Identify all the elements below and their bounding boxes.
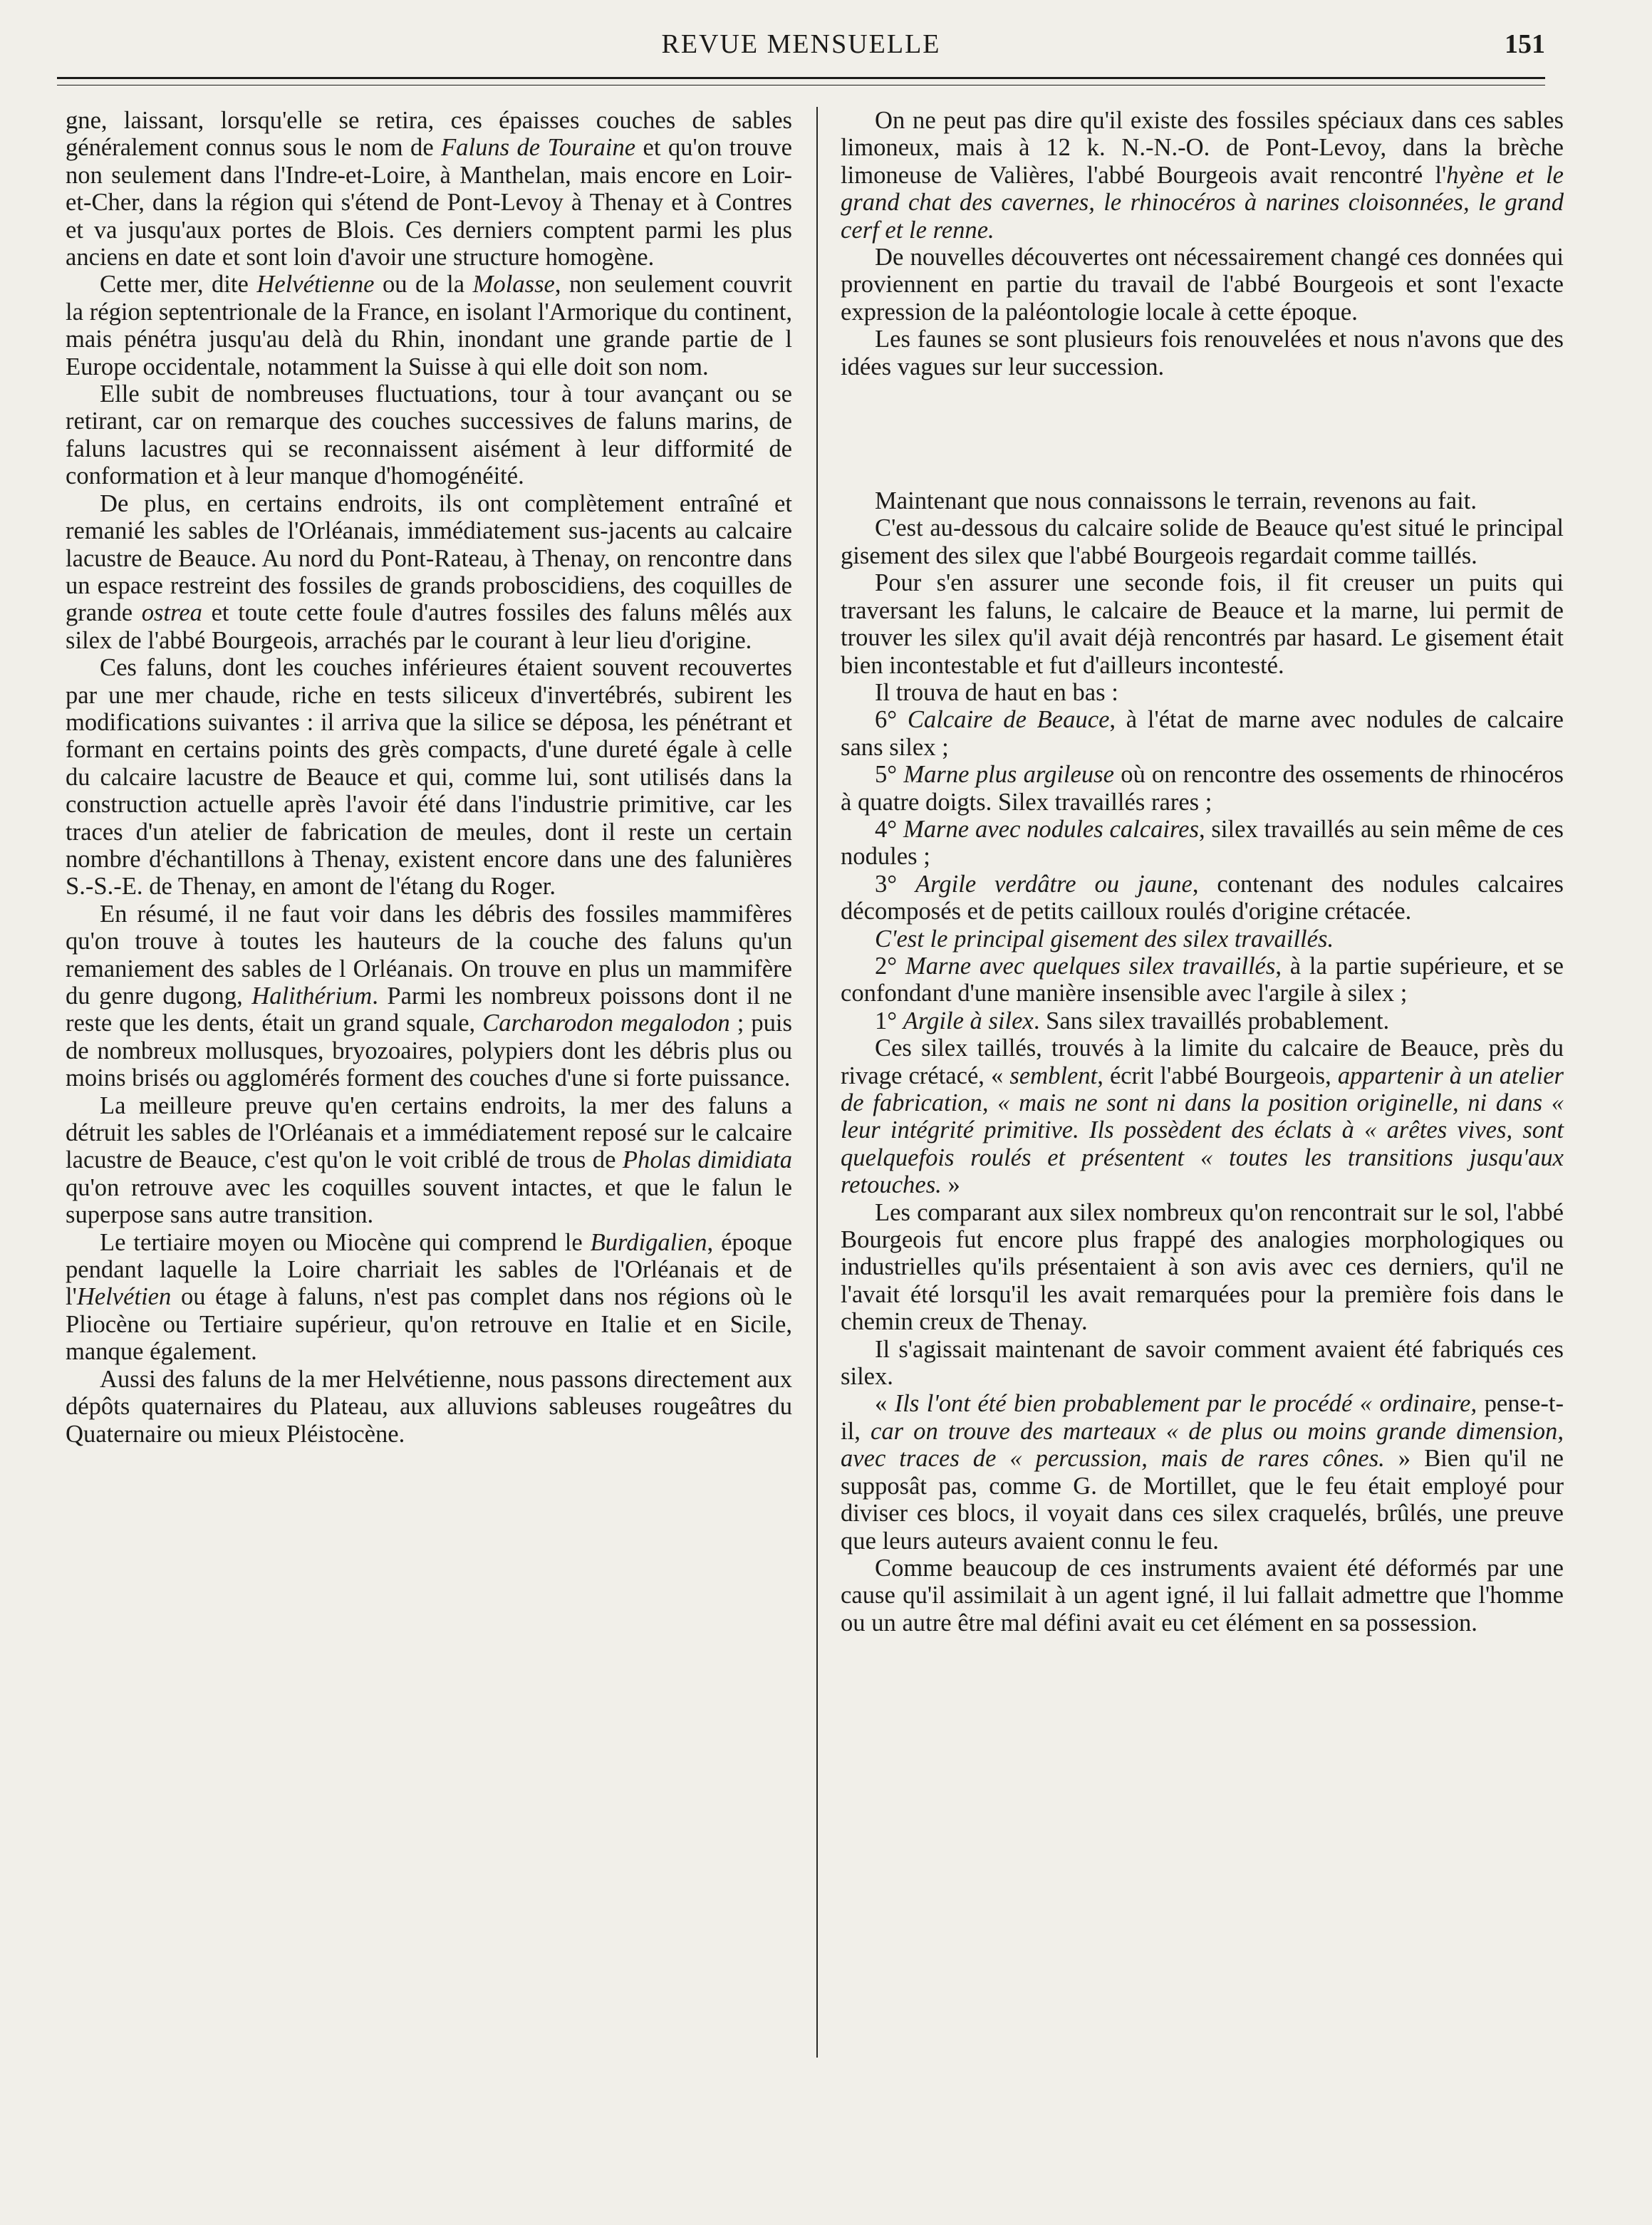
paragraph xyxy=(841,1336,1564,1391)
paragraph-text: où on rencontre des ossements de rhinocéros à quatre doigts. Silex travaillés rares ; xyxy=(841,761,1564,816)
paragraph-text: et toute cette foule d'autres fossiles des faluns mêlés aux silex de l'abbé Bourgeois, arrachés par le courant à leur lieu d'origine. xyxy=(66,599,792,654)
paragraph xyxy=(841,706,1564,761)
paragraph-text: ; puis de nombreux mollusques, bryozoaires, polypiers dont les débris plus ou moins brisés ou agglomérés forment des couches d'une si forte puissance. xyxy=(66,1010,792,1092)
paragraph xyxy=(841,326,1564,380)
paragraph-text: ou de la xyxy=(374,271,473,299)
paragraph-text: , écrit l'abbé Bourgeois, xyxy=(1097,1062,1338,1089)
paragraph-text: » xyxy=(941,1171,960,1199)
italic-text: Helvétien xyxy=(76,1283,172,1311)
paragraph xyxy=(66,1229,792,1366)
paragraph-text: En résumé, il ne faut voir dans les débris des fossiles mammifères qu'on trouve à toutes les hauteurs de la couche des faluns qu'un remaniement des sables de l Orléanais. On trouve en plus un mammifère du genre dugong, xyxy=(66,900,792,1010)
paragraph-text: Elle subit de nombreuses fluctuations, tour à tour avançant ou se retirant, car on remarque des couches successives de faluns marins, de faluns lacustres qui se reconnaissent aisément à leur difformité de conformation et à leur manque d'homogénéité. xyxy=(66,380,792,490)
paragraph xyxy=(841,107,1564,244)
italic-text: car on trouve des marteaux « de plus ou moins grande dimension, avec traces de « percussion, mais de rares cônes. xyxy=(841,1417,1564,1473)
paragraph-text: » Bien qu'il ne supposât pas, comme G. de Mortillet, que le feu était employé pour diviser ces blocs, il voyait dans ces silex craquelés, brûlés, une preuve que leurs auteurs avaient connu le feu. xyxy=(841,1445,1564,1555)
italic-text: Ils l'ont été bien probablement par le procédé « ordinaire, xyxy=(894,1390,1477,1418)
paragraph-text: Maintenant que nous connaissons le terrain, revenons au fait. xyxy=(875,487,1477,515)
column-divider xyxy=(816,107,818,2058)
left-column xyxy=(66,107,792,1448)
paragraph-text: Le tertiaire moyen ou Miocène qui comprend le xyxy=(100,1228,591,1256)
paragraph-text: gne, laissant, lorsqu'elle se retira, ces épaisses couches de sables généralement connus sous le nom de xyxy=(66,107,792,162)
paragraph xyxy=(841,871,1564,925)
italic-text: Argile verdâtre ou jaune xyxy=(915,870,1193,898)
paragraph-text: 3° xyxy=(875,870,916,898)
paragraph xyxy=(841,1034,1564,1198)
italic-text: Calcaire de Beauce xyxy=(907,706,1110,734)
italic-text: semblent xyxy=(1009,1062,1098,1089)
paragraph xyxy=(841,244,1564,326)
paragraph-text: On ne peut pas dire qu'il existe des fossiles spéciaux dans ces sables limoneux, mais à 12 k. N.-N.-O. de Pont-Levoy, dans la brèche limoneuse de Valières, l'abbé Bourgeois avait rencontré l' xyxy=(841,107,1564,189)
paragraph-text: qu'on retrouve avec les coquilles souvent intactes, et que le falun le superpose sans autre transition. xyxy=(66,1173,792,1229)
italic-text: hyène et le grand chat des cavernes, le rhinocéros à narines cloisonnées, le grand cerf et le renne. xyxy=(841,161,1564,244)
paragraph xyxy=(841,1199,1564,1336)
paragraph xyxy=(841,1555,1564,1637)
paragraph xyxy=(841,1007,1564,1034)
paragraph-text: 1° xyxy=(875,1007,903,1034)
paragraph xyxy=(841,816,1564,871)
italic-text: Pholas dimidiata xyxy=(622,1146,792,1174)
italic-text: C'est le principal gisement des silex travaillés. xyxy=(875,925,1334,953)
paragraph-text: , à l'état de marne avec nodules de calcaire sans silex ; xyxy=(841,706,1564,761)
paragraph-text: , époque pendant laquelle la Loire charriait les sables de l'Orléanais et de l' xyxy=(66,1228,792,1311)
paragraph-text: , à la partie supérieure, et se confondant d'une manière insensible avec l'argile à silex ; xyxy=(841,952,1564,1007)
paragraph xyxy=(66,380,792,490)
section-gap xyxy=(841,380,1564,487)
italic-text: Burdigalien xyxy=(590,1228,707,1256)
page-header xyxy=(57,26,1545,66)
paragraph xyxy=(841,514,1564,569)
paragraph-text: 6° xyxy=(875,706,908,734)
italic-text: Marne avec nodules calcaires xyxy=(903,815,1199,843)
italic-text: Molasse xyxy=(472,271,555,299)
paragraph xyxy=(841,487,1564,514)
page-number: 151 xyxy=(1505,29,1545,59)
paragraph-text: « xyxy=(875,1390,895,1418)
paragraph xyxy=(66,1366,792,1448)
italic-text: Marne plus argileuse xyxy=(903,761,1114,789)
paragraph-text: , contenant des nodules calcaires décomposés et de petits cailloux roulés d'origine crétacée. xyxy=(841,870,1564,925)
italic-text: Marne avec quelques silex travaillés xyxy=(905,952,1276,980)
italic-text: Faluns de Touraine xyxy=(441,134,636,162)
paragraph-text: . Sans silex travaillés probablement. xyxy=(1033,1007,1390,1034)
paragraph-text: 4° xyxy=(875,815,903,843)
paragraph xyxy=(841,925,1564,953)
paragraph-text: pense-t-il, xyxy=(841,1390,1564,1445)
paragraph xyxy=(66,490,792,654)
paragraph-text: La meilleure preuve qu'en certains endroits, la mer des faluns a détruit les sables de l'Orléanais et a immédiatement reposé sur le calcaire lacustre de Beauce, c'est qu'on le voit criblé de trous de xyxy=(66,1091,792,1174)
paragraph-text: Cette mer, dite xyxy=(100,271,257,299)
paragraph-text: ou étage à faluns, n'est pas complet dans nos régions où le Pliocène ou Tertiaire supérieur, qu'on retrouve en Italie et en Sicile, manque également. xyxy=(66,1283,792,1366)
right-column xyxy=(841,107,1564,1637)
journal-title: REVUE MENSUELLE xyxy=(661,29,941,59)
paragraph xyxy=(66,271,792,380)
paragraph-text: Ces faluns, dont les couches inférieures étaient souvent recouvertes par une mer chaude, riche en tests siliceux d'invertébrés, subirent les modifications suivantes : il arriva que la silice se déposa, les pénétrant et formant en certains points des grès compacts, d'une dureté égale à celle du calcaire lacustre de Beauce et qui, comme lui, sont utilisés dans la construction actuelle après l'avoir été dans l'industrie primitive, car les traces d'un atelier de fabrication de meules, dont il reste un certain nombre d'échantillons à Thenay, existent encore dans une des falunières S.-S.-E. de Thenay, en amont de l'étang du Roger. xyxy=(66,654,792,901)
paragraph-text: . Parmi les nombreux poissons dont il ne reste que les dents, était un grand squale, xyxy=(66,982,792,1037)
paragraph-text: Les comparant aux silex nombreux qu'on rencontrait sur le sol, l'abbé Bourgeois fut encore plus frappé des analogies morphologiques ou industrielles qu'ils présentaient à son avis avec ces derniers, qu'il ne l'avait été lorsqu'il les avait remarquées pour la première fois dans le chemin creux de Thenay. xyxy=(841,1198,1564,1336)
italic-text: Halithérium xyxy=(251,982,373,1010)
paragraph-text: 5° xyxy=(875,761,904,789)
italic-text: ostrea xyxy=(141,599,202,627)
right-column-top-section xyxy=(841,107,1564,380)
header-rule xyxy=(57,77,1545,85)
paragraph-text: C'est au-dessous du calcaire solide de Beauce qu'est situé le principal gisement des silex que l'abbé Bourgeois regardait comme taillés. xyxy=(841,514,1564,569)
paragraph-text: Comme beaucoup de ces instruments avaient été déformés par une cause qu'il assimilait à un agent igné, il lui fallait admettre que l'homme ou un autre être mal défini avait eu cet élément en sa possession. xyxy=(841,1554,1564,1637)
italic-text: Carcharodon megalodon xyxy=(482,1010,730,1037)
italic-text: Argile à silex xyxy=(903,1007,1034,1034)
paragraph-text: , silex travaillés au sein même de ces nodules ; xyxy=(841,815,1564,871)
paragraph-text: De nouvelles découvertes ont nécessairement changé ces données qui proviennent en partie du travail de l'abbé Bourgeois et sont l'exacte expression de la paléontologie locale à cette époque. xyxy=(841,244,1564,326)
paragraph-text: Aussi des faluns de la mer Helvétienne, nous passons directement aux dépôts quaternaires du Plateau, aux alluvions sableuses rougeâtres du Quaternaire ou mieux Pléistocène. xyxy=(66,1365,792,1448)
paragraph-text: De plus, en certains endroits, ils ont complètement entraîné et remanié les sables de l'Orléanais, immédiatement sus-jacents au calcaire lacustre de Beauce. Au nord du Pont-Rateau, à Thenay, on rencontre dans un espace restreint des fossiles de grands proboscidiens, des coquilles de grande xyxy=(66,489,792,627)
paragraph-text: Les faunes se sont plusieurs fois renouvelées et nous n'avons que des idées vagues sur leur succession. xyxy=(841,326,1564,380)
paragraph xyxy=(66,901,792,1092)
paragraph-text: Ces silex taillés, trouvés à la limite du calcaire de Beauce, près du rivage crétacé, « xyxy=(841,1034,1564,1089)
paragraph xyxy=(841,1390,1564,1554)
italic-text: Helvétienne xyxy=(256,271,375,299)
paragraph xyxy=(66,1092,792,1229)
paragraph xyxy=(841,953,1564,1007)
paragraph xyxy=(66,107,792,271)
paragraph xyxy=(841,679,1564,706)
right-column-bottom-section xyxy=(841,487,1564,1637)
italic-text: appartenir à un atelier de fabrication, « mais ne sont ni dans la position originelle, ni dans « leur intégrité primitive. Ils possèdent des éclats à « arêtes vives, sont quelquefois roulés et présentent « toutes les transitions jusqu'aux retouches. xyxy=(841,1062,1564,1199)
paragraph-text: Il trouva de haut en bas : xyxy=(875,678,1118,706)
paragraph-text: 2° xyxy=(875,952,905,980)
paragraph-text: , non seulement couvrit la région septentrionale de la France, en isolant l'Armorique du continent, mais pénétra jusqu'au delà du Rhin, inondant une grande partie de l Europe occidentale, notamment la Suisse à qui elle doit son nom. xyxy=(66,271,793,380)
paragraph-text: Pour s'en assurer une seconde fois, il fit creuser un puits qui traversant les faluns, le calcaire de Beauce et la marne, lui permit de trouver les silex qu'il avait déjà rencontrés par hasard. Le gisement était bien incontestable et fut d'ailleurs incontesté. xyxy=(841,569,1564,679)
paragraph xyxy=(66,654,792,901)
paragraph xyxy=(841,761,1564,816)
paragraph-text: Il s'agissait maintenant de savoir comment avaient été fabriqués ces silex. xyxy=(841,1335,1564,1391)
paragraph xyxy=(841,569,1564,679)
paragraph-text: et qu'on trouve non seulement dans l'Indre-et-Loire, à Manthelan, mais encore en Loir-et-Cher, dans la région qui s'étend de Pont-Levoy à Thenay et à Contres et va jusqu'aux portes de Blois. Ces derniers comptent parmi les plus anciens en date et sont loin d'avoir une structure homogène. xyxy=(66,134,792,271)
